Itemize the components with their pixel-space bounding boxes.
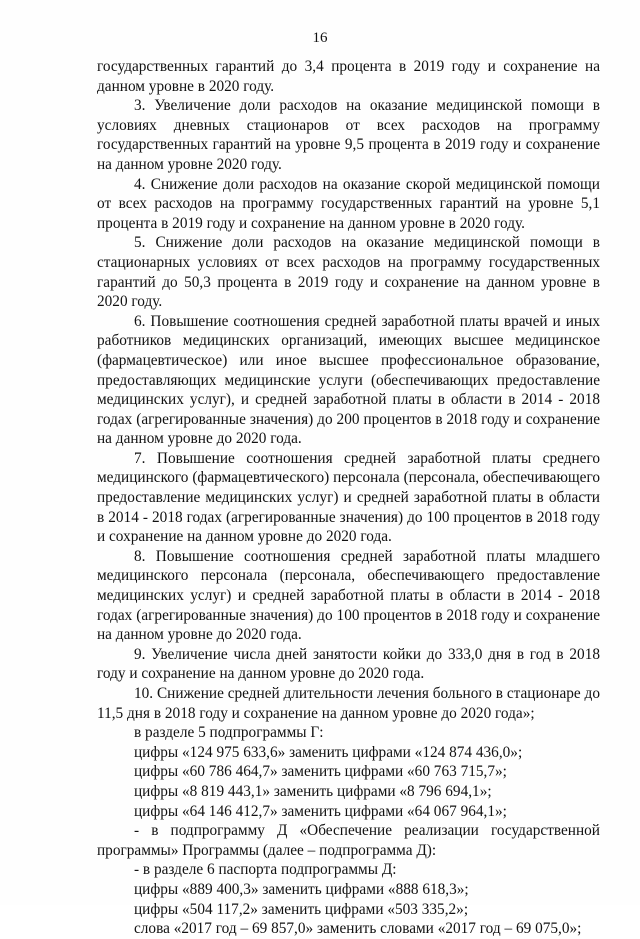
document-body <box>97 57 600 939</box>
page-number: 16 <box>312 30 328 46</box>
paragraph: цифры «504 117,2» заменить цифрами «503 335,2»; <box>134 900 469 918</box>
paragraph: 5. Снижение доли расходов на оказание медицинской помощи в стационарных условиях от всех расходов на программу государственных гарантий до 50,3 процента в 2019 году и сохранение на данном уровне в 2020 году. <box>97 234 600 311</box>
paragraph: - в разделе 6 паспорта подпрограммы Д: <box>134 861 397 879</box>
paragraph: слова «2017 год – 69 857,0» заменить словами «2017 год – 69 075,0»; <box>134 920 582 938</box>
paragraph: цифры «889 400,3» заменить цифрами «888 618,3»; <box>134 880 469 898</box>
paragraph: 3. Увеличение доли расходов на оказание медицинской помощи в условиях дневных стационаров от всех расходов на программу государственных гарантий на уровне 9,5 процента в 2019 году и сохранение на данном уровне 2020 году. <box>97 97 600 173</box>
paragraph: цифры «124 975 633,6» заменить цифрами «124 874 436,0»; <box>134 743 523 761</box>
paragraph: цифры «64 146 412,7» заменить цифрами «64 067 964,1»; <box>134 802 507 820</box>
paragraph: 4. Снижение доли расходов на оказание скорой медицинской помощи от всех расходов на программу государственных гарантий на уровне 5,1 процента в 2019 году и сохранение на данном уровне в 2020 году. <box>97 175 600 232</box>
paragraph: 9. Увеличение числа дней занятости койки до 333,0 дня в год в 2018 году и сохранение на данном уровне до 2020 года. <box>97 645 600 683</box>
paragraph: государственных гарантий до 3,4 процента в 2019 году и сохранение на данном уровне в 2020 году. <box>97 58 600 95</box>
paragraph: - в подпрограмму Д «Обеспечение реализации государственной программы» Программы (далее – подпрограмма Д): <box>97 822 600 859</box>
paragraph: цифры «8 819 443,1» заменить цифрами «8 796 694,1»; <box>134 782 492 800</box>
paragraph: 10. Снижение средней длительности лечения больного в стационаре до 11,5 дня в 2018 году и сохранение на данном уровне до 2020 года»; <box>97 685 600 722</box>
paragraph: 8. Повышение соотношения средней заработной платы младшего медицинского персонала (персонала, обеспечивающего предоставление медицинских услуг) и средней заработной платы в области в 2014 - 2018 годах (агрегированные значения) до 100 процентов в 2018 году и сохранение на данном уровне до 2020 года. <box>97 547 600 644</box>
paragraph: цифры «60 786 464,7» заменить цифрами «60 763 715,7»; <box>134 763 507 781</box>
paragraph: 7. Повышение соотношения средней заработной платы среднего медицинского (фармацевтического) персонала (персонала, обеспечивающего предоставление медицинских услуг) и средней заработной платы в области в 2014 - 2018 годах (агрегированные значения) до 100 процентов в 2018 году и сохранение на данном уровне до 2020 года. <box>97 449 600 546</box>
paragraph: 6. Повышение соотношения средней заработной платы врачей и иных работников медицинских организаций, имеющих высшее медицинское (фармацевтическое) или иное высшее профессиональное образование, предоставляющих медицинские услуги (обеспечивающих предоставление медицинских услуг), и средней заработной платы в области в 2014 - 2018 годах (агрегированные значения) до 200 процентов в 2018 году и сохранение на данном уровне до 2020 года. <box>97 312 600 448</box>
paragraph: в разделе 5 подпрограммы Г: <box>134 724 324 742</box>
